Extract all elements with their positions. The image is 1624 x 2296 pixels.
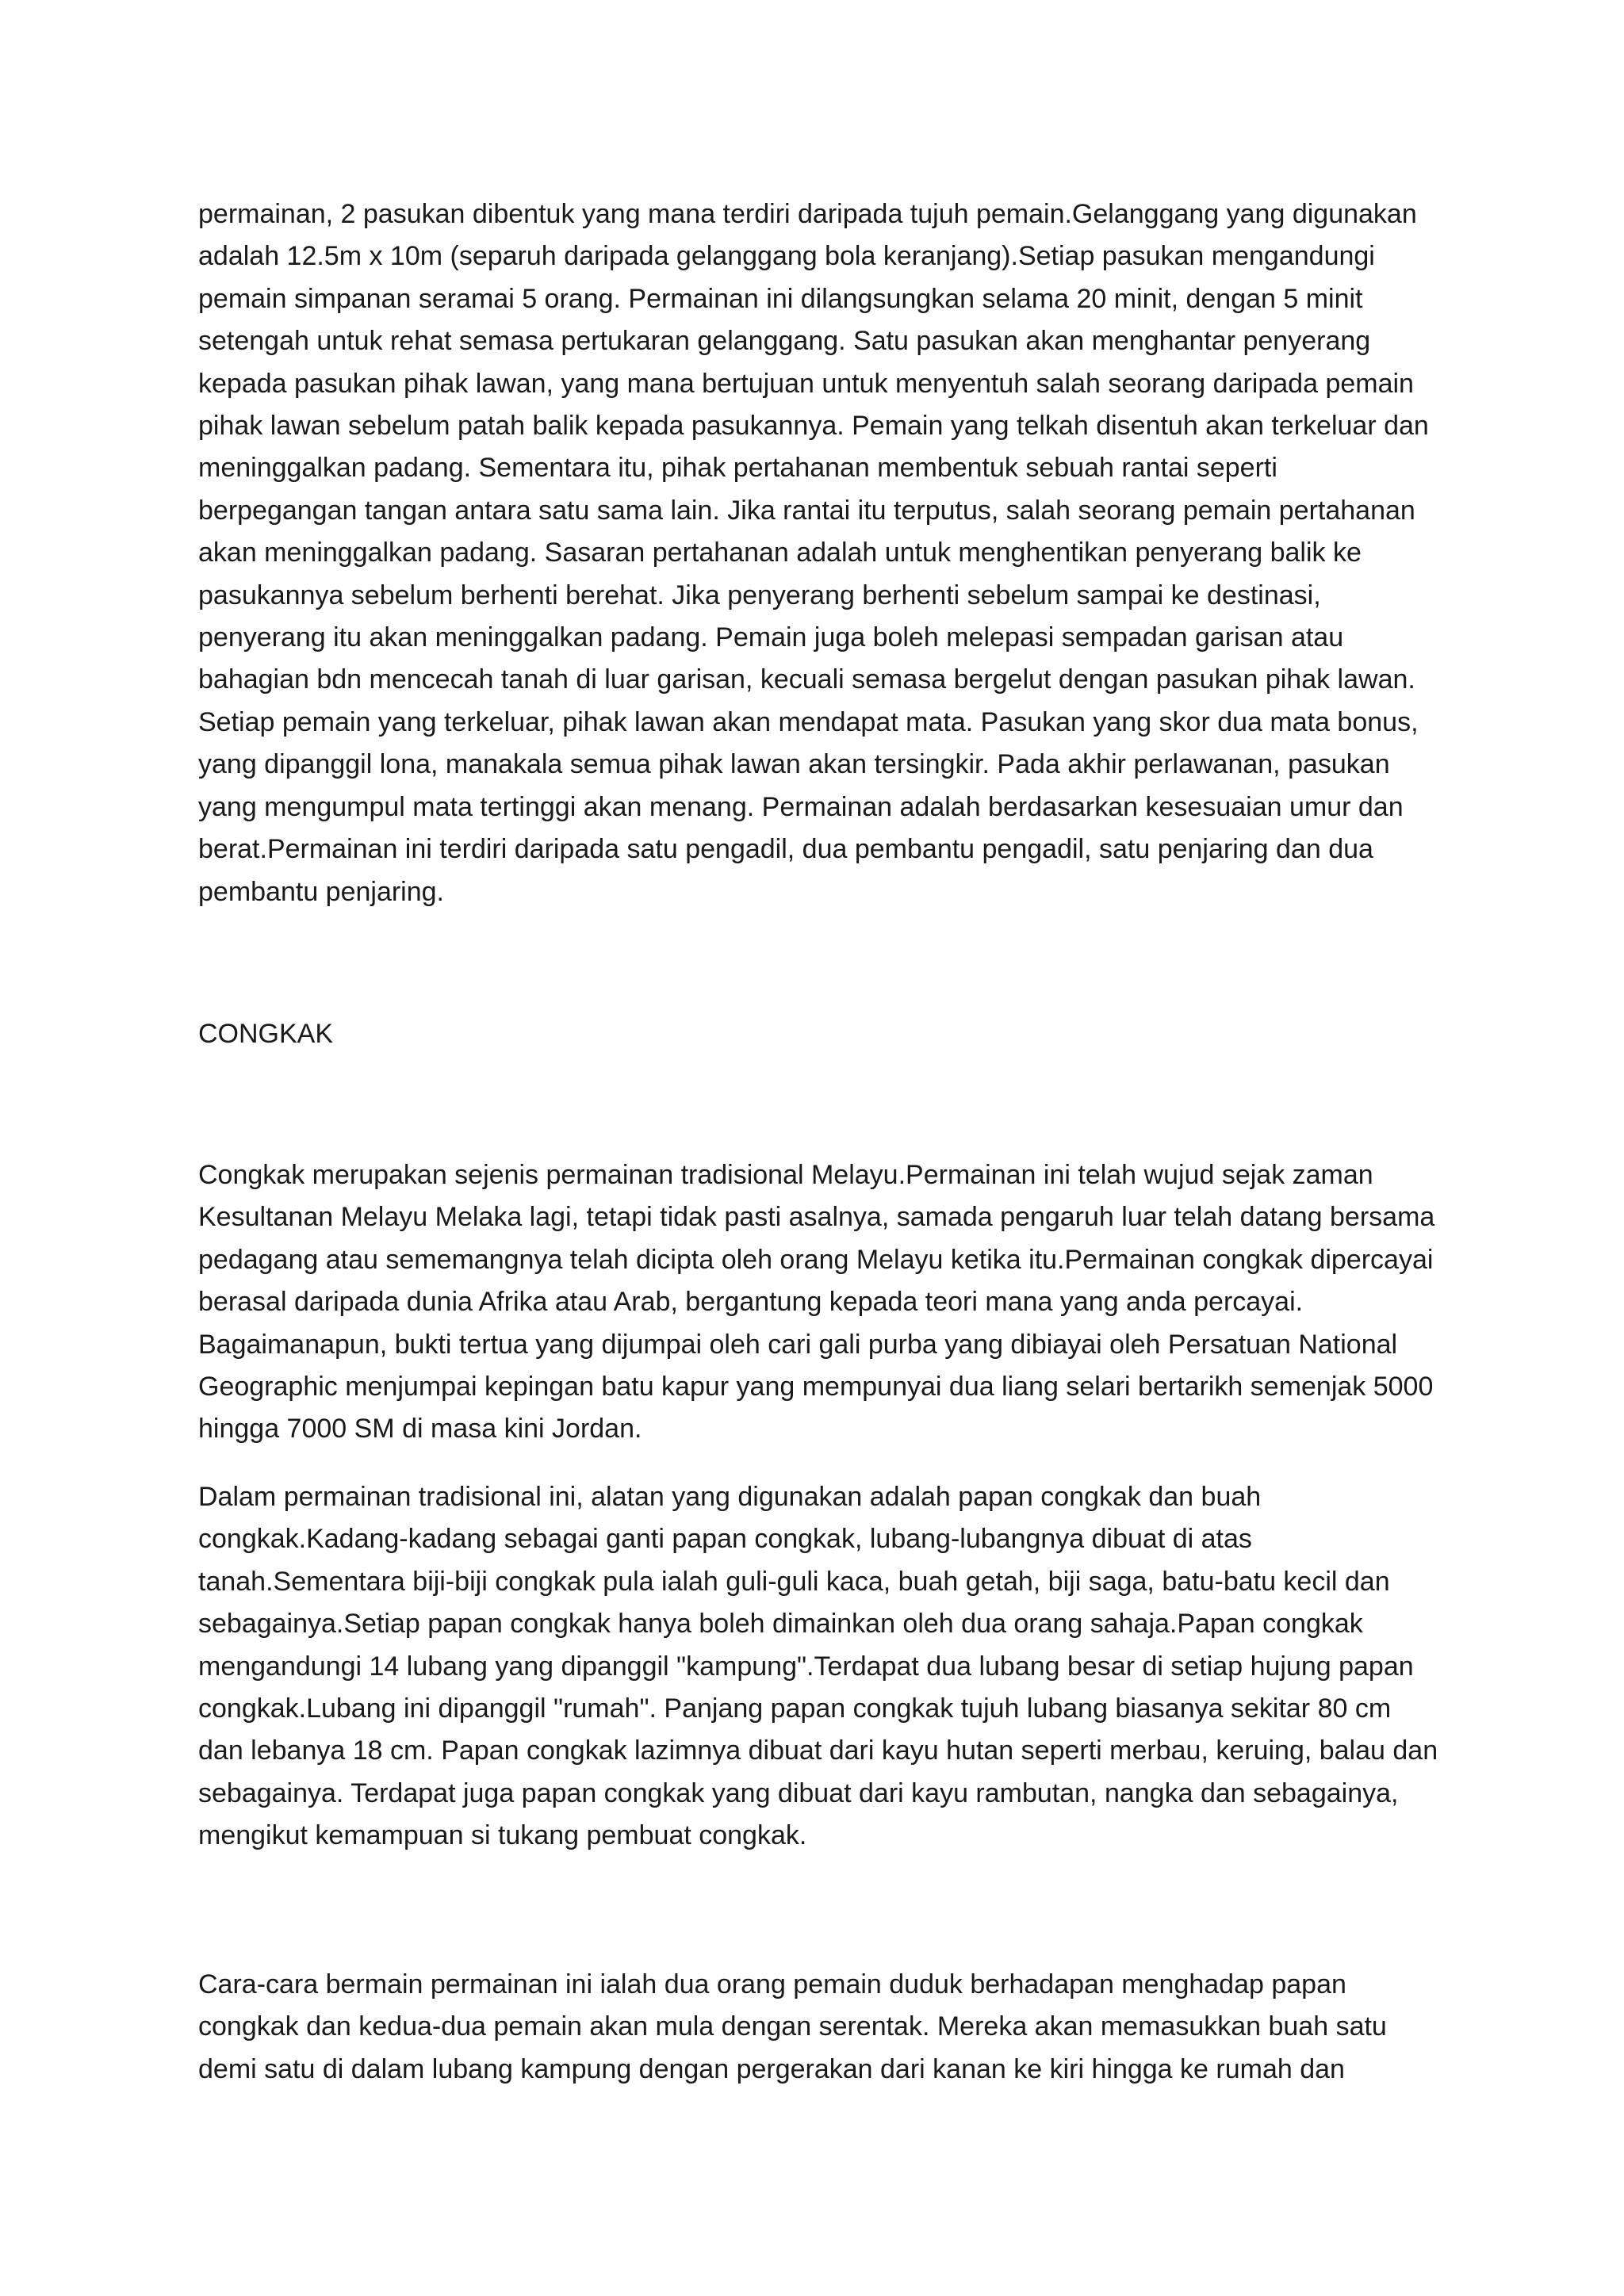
paragraph-congkak-history: Congkak merupakan sejenis permainan tradisional Melayu.Permainan ini telah wujud sejak zaman Kesultanan Melayu Melaka lagi, tetapi tidak pasti asalnya, samada pengaruh luar telah datang bersama pedagang atau sememangnya telah dicipta oleh orang Melayu ketika itu.Permainan congkak dipercayai berasal daripada dunia Afrika atau Arab, bergantung kepada teori mana yang anda percayai. Bagaimanapun, bukti tertua yang dijumpai oleh cari gali purba yang dibiayai oleh Persatuan National Geographic menjumpai kepingan batu kapur yang mempunyai dua liang selari bertarikh semenjak 5000 hingga 7000 SM di masa kini Jordan.	[198, 1160, 1435, 1445]
paragraph-congkak-how-to-play: Cara-cara bermain permainan ini ialah dua orang pemain duduk berhadapan menghadap papan congkak dan kedua-dua pemain akan mula dengan serentak. Mereka akan memasukkan buah satu demi satu di dalam lubang kampung dengan pergerakan dari kanan ke kiri hingga ke rumah dan	[198, 1969, 1387, 2084]
section-heading-congkak: CONGKAK	[198, 1019, 334, 1049]
paragraph-kabaddi-rules: permainan, 2 pasukan dibentuk yang mana terdiri daripada tujuh pemain.Gelanggang yang digunakan adalah 12.5m x 10m (separuh daripada gelanggang bola keranjang).Setiap pasukan mengandungi pemain simpanan seramai 5 orang. Permainan ini dilangsungkan selama 20 minit, dengan 5 minit setengah untuk rehat semasa pertukaran gelanggang. Satu pasukan akan menghantar penyerang kepada pasukan pihak lawan, yang mana bertujuan untuk menyentuh salah seorang daripada pemain pihak lawan sebelum patah balik kepada pasukannya. Pemain yang telkah disentuh akan terkeluar dan meninggalkan padang. Sementara itu, pihak pertahanan membentuk sebuah rantai seperti berpegangan tangan antara satu sama lain. Jika rantai itu terputus, salah seorang pemain pertahanan akan meninggalkan padang. Sasaran pertahanan adalah untuk menghentikan penyerang balik ke pasukannya sebelum berhenti berehat. Jika penyerang berhenti sebelum sampai ke destinasi, penyerang itu akan meninggalkan padang. Pemain juga boleh melepasi sempadan garisan atau bahagian bdn mencecah tanah di luar garisan, kecuali semasa bergelut dengan pasukan pihak lawan. Setiap pemain yang terkeluar, pihak lawan akan mendapat mata. Pasukan yang skor dua mata bonus, yang dipanggil lona, manakala semua pihak lawan akan tersingkir. Pada akhir perlawanan, pasukan yang mengumpul mata tertinggi akan menang. Permainan adalah berdasarkan kesesuaian umur dan berat.Permainan ini terdiri daripada satu pengadil, dua pembantu pengadil, satu penjaring dan dua pembantu penjaring.	[198, 199, 1429, 907]
paragraph-congkak-equipment: Dalam permainan tradisional ini, alatan yang digunakan adalah papan congkak dan buah congkak.Kadang-kadang sebagai ganti papan congkak, lubang-lubangnya dibuat di atas tanah.Sementara biji-biji congkak pula ialah guli-guli kaca, buah getah, biji saga, batu-batu kecil dan sebagainya.Setiap papan congkak hanya boleh dimainkan oleh dua orang sahaja.Papan congkak mengandungi 14 lubang yang dipanggil "kampung".Terdapat dua lubang besar di setiap hujung papan congkak.Lubang ini dipanggil "rumah". Panjang papan congkak tujuh lubang biasanya sekitar 80 cm dan lebanya 18 cm. Papan congkak lazimnya dibuat dari kayu hutan seperti merbau, keruing, balau dan sebagainya. Terdapat juga papan congkak yang dibuat dari kayu rambutan, nangka dan sebagainya, mengikut kemampuan si tukang pembuat congkak.	[198, 1482, 1438, 1851]
